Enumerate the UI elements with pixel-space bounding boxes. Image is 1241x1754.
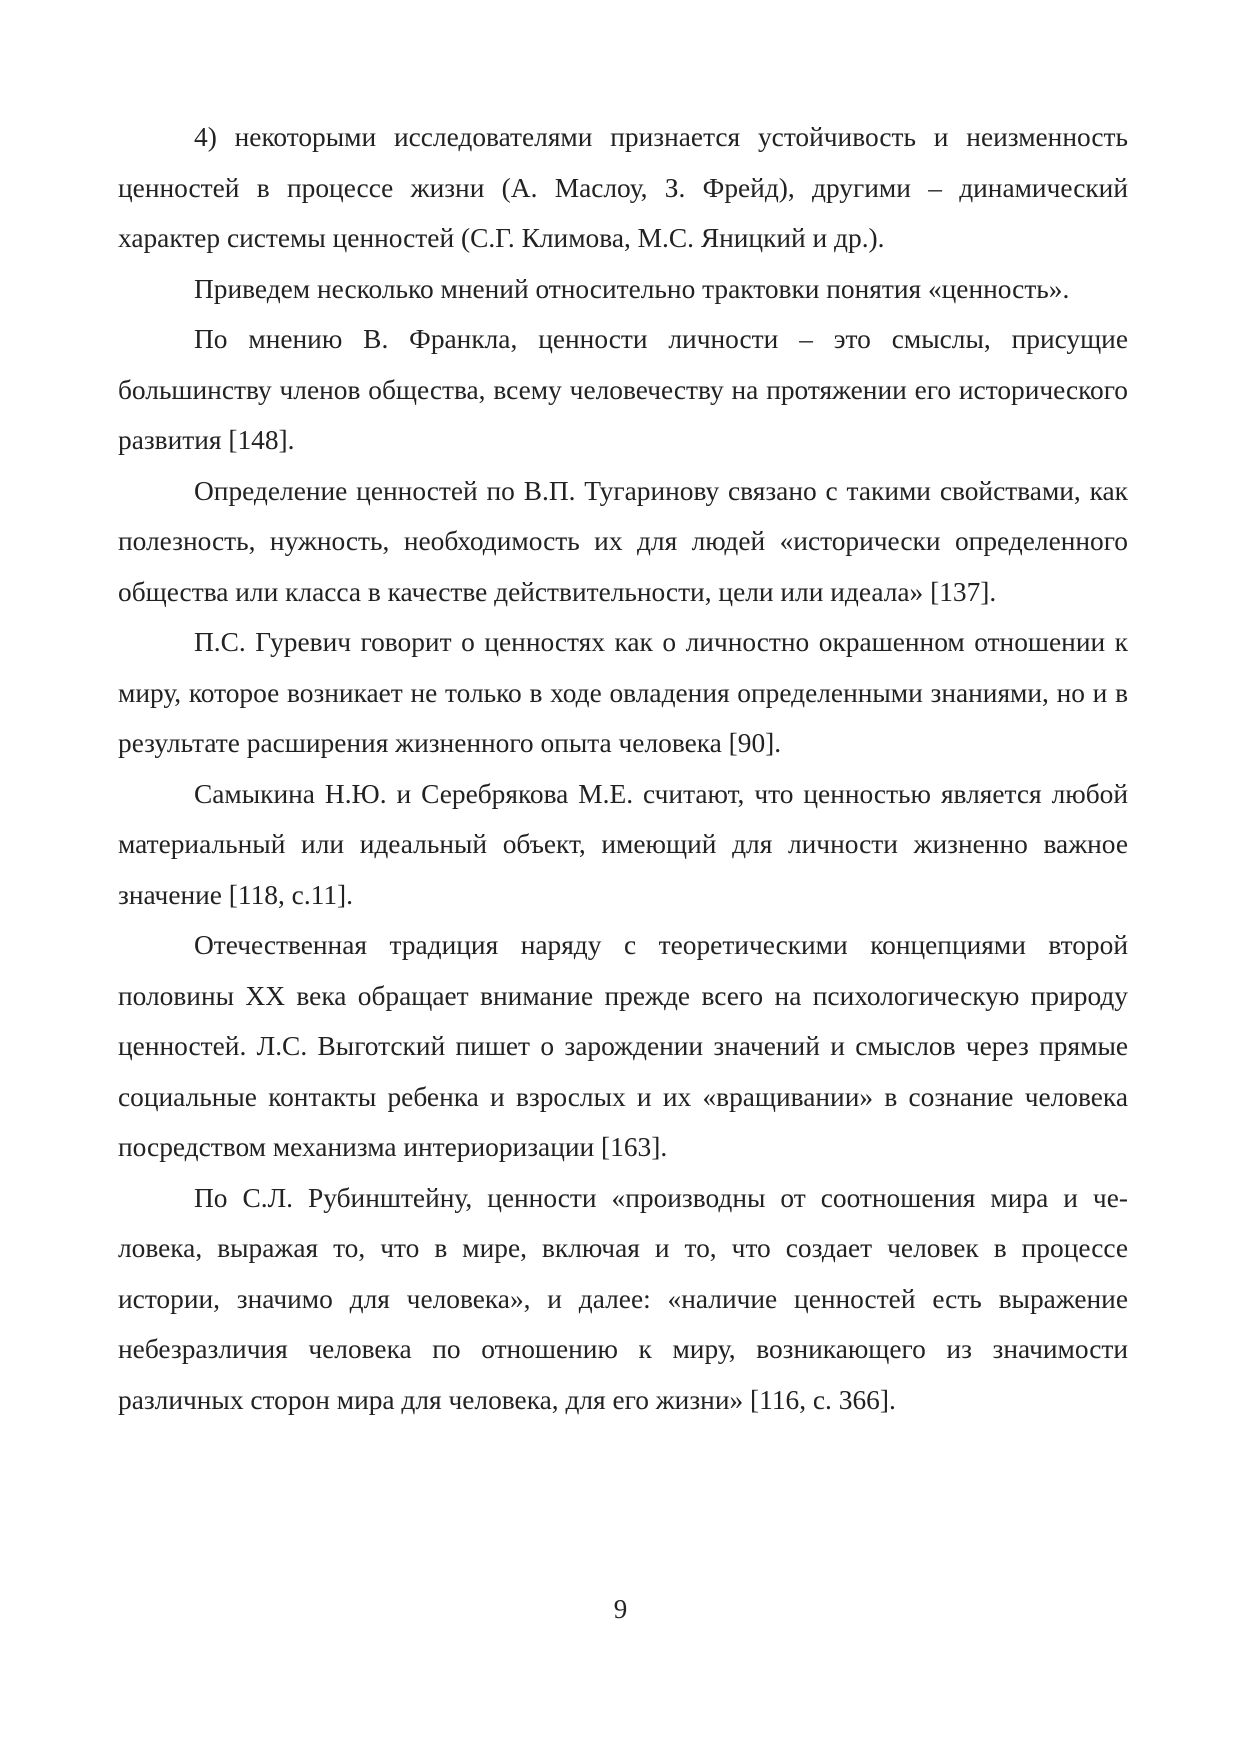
paragraph-domestic-tradition: Отечественная традиция наряду с теоретическими концепциями второй половины XX века обращает внимание прежде всего на психологическую природу ценностей. Л.С. Выготский пишет о зарождении значений и смыслов через прямые социальные контакты ребенка и взрослых и их «вращивании» в сознание человека посредством механизма интериоризации [163]. [118,930,1128,1162]
paragraph-frankl: По мнению В. Франкла, ценности личности – это смыслы, присущие большинству членов общества, всему человечеству на протяжении его исторического развития [148]. [118,324,1128,455]
paragraph-gurevich: П.С. Гуревич говорит о ценностях как о личностно окрашенном отношении к миру, которое возникает не только в ходе овладения определенными знаниями, но и в результате расширения жизненного опыта человека [90]. [118,627,1128,758]
paragraph-tugarinov: Определение ценностей по В.П. Тугаринову связано с такими свойствами, как полезность, нужность, необходимость их для людей «исторически определенного общества или класса в качестве действительности, цели или идеала» [137]. [118,475,1128,607]
paragraph-opinions-intro: Приведем несколько мнений относительно трактовки понятия «ценность». [194,273,1070,304]
paragraph-rubinstein: По С.Л. Рубинштейну, ценности «производны от соотношения мира и человека, выражая то, что в мире, включая и то, что создает человек в процессе истории, значимо для человека», и далее: «наличие ценностей есть выражение небезразличия человека по отношению к миру, возникающего из значимости различных сторон мира для человека, для его жизни» [116, с. 366]. [118,1182,1128,1415]
body-text [118,112,1128,1425]
paragraph-values-stability: 4) некоторыми исследователями признается устойчивость и неизменность ценностей в процессе жизни (А. Маслоу, З. Фрейд), другими – динамический характер системы ценностей (С.Г. Климова, М.С. Яницкий и др.). [118,122,1128,253]
page-number: 9 [613,1594,628,1624]
paragraph-samykina-serebryakova: Самыкина Н.Ю. и Серебрякова М.Е. считают, что ценностью является любой материальный или идеальный объект, имеющий для личности жизненно важное значение [118, с.11]. [118,778,1128,910]
